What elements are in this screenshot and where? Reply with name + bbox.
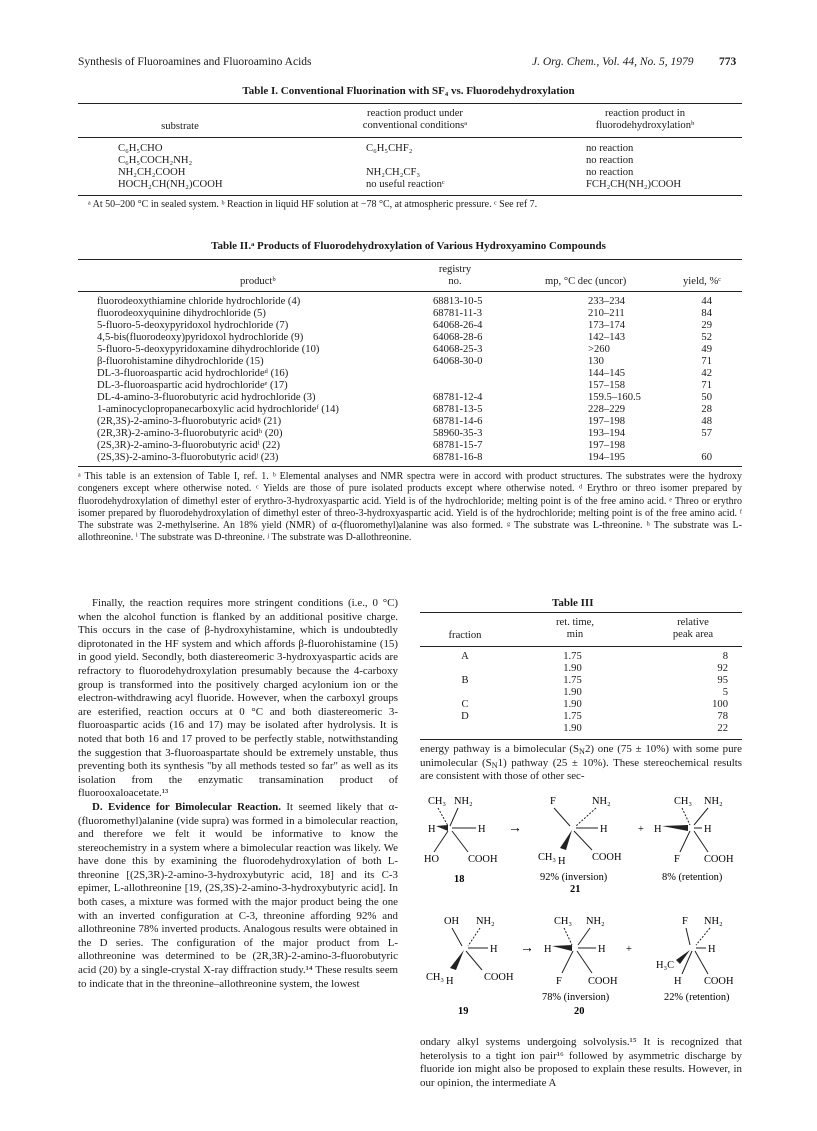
table2-cell-mp: >260 <box>588 344 610 355</box>
table-row <box>420 675 742 687</box>
table-row <box>420 651 742 663</box>
table2-cell-registry: 68781-11-3 <box>433 308 483 319</box>
table1-caption: Table I. Conventional Fluorination with SF₄ vs. Fluorodehydroxylation <box>242 85 575 97</box>
table2-cell-mp: 173–174 <box>588 320 626 331</box>
compound-21-label: 21 <box>570 884 581 895</box>
structure-18 <box>424 796 498 885</box>
table2-body <box>97 296 712 464</box>
s20-nh2: NH₂ <box>586 916 605 927</box>
table2-mid-rule <box>78 291 742 292</box>
left-para-1: Finally, the reaction requires more stringent conditions (i.e., 0 °C) when the alcohol function is flanked by an additional positive charge. This occurs in the case of β-hydroxyhistamine, which is undoubtedly diprotonated in the HF system and which affords β-fluorohistamine (15) in good yield. Secondly, both diastereomeric 3-hydroxyaspartic acids are refractory to fluorodehydroxylation presumably because the 4-carboxy group is transformed into the positively charged acylonium ion or the electron-withdrawing acyl fluoride. However, when the carboxyl groups are esterified, reaction occurs at 0 °C and both diastereomeric 3-fluoroaspartic acids (16 and 17) may be isolated after hydrolysis. It is noted that both 16 and 17 proved to be perfectly stable, notwithstanding the suggestion that 3-fluoroaspartate should be extremely unstable, thus preventing both its synthesis "by all methods tested so far" as well as its isolation from the enzymatic transamination product of fluorooxaloacetate.¹³ <box>78 597 398 800</box>
table1-cell-substrate: NH₂CH₂COOH <box>118 167 186 178</box>
table2-cell-product: 5-fluoro-5-deoxypyridoxol hydrochloride (7) <box>97 320 289 331</box>
table1-top-rule <box>78 103 742 104</box>
table2-cell-registry: 68781-14-6 <box>433 416 483 427</box>
s18-h-left: H <box>428 824 436 835</box>
s20-percent: 78% (inversion) <box>542 992 610 1003</box>
running-header-title: Synthesis of Fluoroamines and Fluoroamino Acids <box>78 56 312 68</box>
table3-cell-ret: 1.75 <box>563 711 582 722</box>
table2-cell-product: DL-3-fluoroaspartic acid hydrochlorideᵉ (17) <box>97 380 288 391</box>
left-para-2-text: It seemed likely that α-(fluoromethyl)alanine (vide supra) was formed in a bimolecular reaction, and therefore we felt it would be informative to know the stereochemistry in a system where a bimolecular reaction was likely. We have done this by examining the fluorodehydroxylation of both L-threonine [(2S,3R)-2-amino-3-hydroxybutyric acid, 18] and its C-3 epimer, L-allothreonine [19, (2S,3S)-2-amino-3-hydroxybutyric acid]. In both cases, a mixture was formed with the major product being the one with an inverted configuration at C-3, threonine affording 92% and allothreonine 78% inverted products. Analogous results were obtained in the D series. The configuration of the major product from L-allothreonine was determined to be (2R,3R)-2-amino-3-fluorobutyric acid (20) by a single-crystal X-ray diffraction study.¹⁴ These results seem to indicate that in the threonine–allothreonine system, the lowest <box>78 800 398 990</box>
table2-cell-mp: 197–198 <box>588 416 626 427</box>
s19-h-lower: H <box>446 976 454 987</box>
table3-cell-area: 95 <box>717 675 728 686</box>
table2-cell-registry: 64068-30-0 <box>433 356 483 367</box>
table3-header-ret: ret. time, min <box>556 617 594 640</box>
table2-footnote: ᵃ This table is an extension of Table I, ref. 1. ᵇ Elemental analyses and NMR spectra were in accord with product structures. The substrates were the hydroxy congeners except where otherwise noted. ᶜ Yields are those of pure isolated products except where otherwise noted. ᵈ Erythro or threo isomer prepared by fluorodehydroxylation of dimethyl ester of erythro-3-hydroxyaspartic acid. Yield is of the hydrochloride; melting point is of the free amino acid. ᵉ Threo or erythro isomer prepared by fluorodehydroxylation of dimethyl ester of threo-3-hydroxyaspartic acid. Yield is of the hydrochloride; melting point is of the free amino acid. ᶠ The substrate was 2-methylserine. An 18% yield (NMR) of α-(fluoromethyl)alanine was also formed. ᵍ The substrate was L-threonine. ʰ The substrate was L-allothreonine. ⁱ The substrate was D-threonine. ʲ The substrate was D-allothreonine. <box>78 471 742 544</box>
table2-cell-product: (2S,3R)-2-amino-3-fluorobutyric acidⁱ (22) <box>97 440 281 451</box>
table2-cell-yield: 57 <box>701 428 712 439</box>
s19-ch3: CH₃ <box>426 972 445 983</box>
s21-percent: 92% (inversion) <box>540 872 608 883</box>
table3-caption: Table III <box>552 597 594 609</box>
table-row <box>420 663 742 675</box>
left-column <box>78 597 398 1117</box>
s21-f: F <box>550 796 556 807</box>
table-row <box>118 143 681 155</box>
table3-cell-ret: 1.90 <box>563 687 582 698</box>
right-para-1: energy pathway is a bimolecular $(S_N2)$ one (75 ± 10%) with some pure unimolecular $(S_N1)$ pathway (25 ± 10%). These stereochemical results are consistent with those of other sec- <box>420 743 743 783</box>
table2-cell-registry: 64068-25-3 <box>433 344 483 355</box>
table3-top-rule <box>420 612 742 613</box>
table3-header-fraction: fraction <box>448 630 482 641</box>
table-row <box>118 155 681 167</box>
table1-header-conventional: reaction product under conventional conditionsᵃ <box>362 108 468 131</box>
table-row <box>97 404 712 416</box>
table-row <box>97 332 712 344</box>
table1-bottom-rule <box>78 195 742 196</box>
table-row <box>97 296 712 308</box>
table2-cell-registry: 58960-35-3 <box>433 428 483 439</box>
table1-cell-conventional: NH₂CH₂CF₃ <box>366 167 421 178</box>
table3-cell-area: 5 <box>722 687 728 698</box>
table2-cell-product: DL-4-amino-3-fluorobutyric acid hydrochloride (3) <box>97 392 316 403</box>
s21r-h-right: H <box>704 824 712 835</box>
table3-cell-fraction <box>420 663 510 675</box>
table2-cell-yield: 48 <box>701 416 712 427</box>
s18-nh2: NH₂ <box>454 796 473 807</box>
table-row <box>97 440 712 452</box>
s19-h-right: H <box>490 944 498 955</box>
table2-header-mp: mp, °C dec (uncor) <box>545 276 627 287</box>
table2-cell-mp: 194–195 <box>588 452 626 463</box>
table2-header-registry: registry no. <box>438 264 472 287</box>
table3-cell-area: 92 <box>717 663 728 674</box>
s21r-f: F <box>674 854 680 865</box>
table1-cell-substrate: C₆H₅CHO <box>118 143 163 154</box>
table-row <box>97 380 712 392</box>
table3-cell-fraction: C <box>461 699 469 710</box>
s21r-nh2: NH₂ <box>704 796 723 807</box>
table3-cell-fraction: D <box>461 711 469 722</box>
table3-body <box>420 651 742 735</box>
table2-cell-mp: 157–158 <box>588 380 626 391</box>
compound-19-label: 19 <box>458 1006 469 1017</box>
s18-cooh: COOH <box>468 854 498 865</box>
table3-cell-ret: 1.75 <box>563 675 582 686</box>
s20-cooh: COOH <box>588 976 618 987</box>
table2-cell-yield: 84 <box>701 308 712 319</box>
table1-cell-fluoro: no reaction <box>586 155 634 166</box>
table1-header-substrate: substrate <box>161 121 199 132</box>
structure-20-retention <box>656 916 734 1003</box>
table-row <box>97 392 712 404</box>
section-d-heading: D. Evidence for Bimolecular Reaction. <box>92 800 281 813</box>
table2-cell-product: (2R,3R)-2-amino-3-fluorobutyric acidʰ (20) <box>97 428 283 439</box>
table2-top-rule <box>78 259 742 260</box>
table2-cell-mp: 228–229 <box>588 404 626 415</box>
s20r-cooh: COOH <box>704 976 734 987</box>
table2-cell-yield <box>680 440 712 452</box>
table2-cell-product: fluorodeoxyquinine dihydrochloride (5) <box>97 308 266 319</box>
table1-body <box>118 143 681 191</box>
table-row <box>420 699 742 711</box>
s20r-percent: 22% (retention) <box>664 992 730 1003</box>
arrow-1: → <box>508 821 522 836</box>
table3-bottom-rule <box>420 739 742 740</box>
table-row <box>420 723 742 735</box>
table1-cell-conventional <box>366 155 586 167</box>
table3-cell-fraction: B <box>461 675 469 686</box>
table-row <box>97 428 712 440</box>
running-header-journal: J. Org. Chem., Vol. 44, No. 5, 1979 <box>532 56 694 68</box>
table-row <box>97 452 712 464</box>
table2-cell-product: fluorodeoxythiamine chloride hydrochloride (4) <box>97 296 301 307</box>
s21r-cooh: COOH <box>704 854 734 865</box>
table2-cell-yield: 29 <box>701 320 712 331</box>
table1-cell-conventional: C₆H₅CHF₂ <box>366 143 413 154</box>
table1-cell-substrate: C₆H₅COCH₂NH₂ <box>118 155 193 166</box>
s20r-f: F <box>682 916 688 927</box>
table3-cell-fraction <box>420 687 510 699</box>
table-row <box>420 711 742 723</box>
table-row <box>97 320 712 332</box>
table2-cell-product: 1-aminocyclopropanecarboxylic acid hydrochlorideᶠ (14) <box>97 404 339 415</box>
table2-cell-mp: 197–198 <box>588 440 626 451</box>
compound-20-label: 20 <box>574 1006 585 1017</box>
table2-cell-mp: 193–194 <box>588 428 626 439</box>
table1-cell-fluoro: FCH₂CH(NH₂)COOH <box>586 179 682 190</box>
s21-ch3: CH₃ <box>538 852 557 863</box>
table2-cell-yield: 50 <box>701 392 712 403</box>
table2-bottom-rule <box>78 466 742 467</box>
plus-2: + <box>626 944 632 955</box>
table2-cell-yield: 71 <box>701 380 712 391</box>
table2-cell-product: (2R,3S)-2-amino-3-fluorobutyric acidᵍ (21) <box>97 416 282 427</box>
table2-cell-yield: 60 <box>701 452 712 463</box>
table1-cell-conventional: no useful reactionᶜ <box>366 179 445 190</box>
structure-19 <box>426 916 514 1017</box>
table2-cell-registry <box>433 380 588 392</box>
table3-cell-ret: 1.90 <box>563 663 582 674</box>
structure-21-retention <box>654 796 734 883</box>
table3-mid-rule <box>420 646 742 647</box>
table1-mid-rule <box>78 137 742 138</box>
table1-cell-fluoro: no reaction <box>586 143 634 154</box>
table2-cell-yield: 52 <box>701 332 712 343</box>
s18-ho: HO <box>424 854 440 865</box>
s20r-h3c: H₃C <box>656 960 675 971</box>
table2-cell-mp: 159.5–160.5 <box>588 392 641 403</box>
s21-h-right: H <box>600 824 608 835</box>
table2-cell-mp: 142–143 <box>588 332 626 343</box>
table2-cell-product: 5-fluoro-5-deoxypyridoxamine dihydrochloride (10) <box>97 344 320 355</box>
left-para-2 <box>78 801 398 991</box>
table-row <box>97 344 712 356</box>
table2-cell-yield: 42 <box>701 368 712 379</box>
table-row <box>97 416 712 428</box>
right-para-2: ondary alkyl systems undergoing solvolysis.¹⁵ It is recognized that heterolysis to a tight ion pair¹⁶ followed by asymmetric discharge by fluoride ion might also be proposed to explain these results. However, in our opinion, the intermediate A <box>420 1036 742 1089</box>
table3-cell-area: 8 <box>722 651 728 662</box>
table2-cell-yield: 49 <box>701 344 712 355</box>
table3-cell-fraction <box>420 723 510 735</box>
s19-nh2: NH₂ <box>476 916 495 927</box>
s19-cooh: COOH <box>484 972 514 983</box>
table2-cell-registry: 68781-12-4 <box>433 392 483 403</box>
structure-20 <box>542 916 618 1017</box>
s18-ch3: CH₃ <box>428 796 447 807</box>
s21r-ch3: CH₃ <box>674 796 693 807</box>
s21-h-lower: H <box>558 856 566 867</box>
table2-cell-product: DL-3-fluoroaspartic acid hydrochlorideᵈ (16) <box>97 368 289 379</box>
table3-cell-area: 100 <box>712 699 728 710</box>
table2-cell-product: 4,5-bis(fluorodeoxy)pyridoxol hydrochloride (9) <box>97 332 304 343</box>
table2-cell-mp: 210–211 <box>588 308 625 319</box>
table2-header-yield: yield, %ᶜ <box>683 276 722 287</box>
s21r-h-left: H <box>654 824 662 835</box>
s19-oh: OH <box>444 916 460 927</box>
table-row <box>97 356 712 368</box>
table2-header-product: productᵇ <box>240 276 276 287</box>
table3-cell-ret: 1.90 <box>563 699 582 710</box>
table3-cell-area: 22 <box>717 723 728 734</box>
table2-cell-product: β-fluorohistamine dihydrochloride (15) <box>97 356 264 367</box>
table2-caption: Table II.ᵃ Products of Fluorodehydroxylation of Various Hydroxyamino Compounds <box>211 240 606 252</box>
table-row <box>118 167 681 179</box>
table-row <box>420 687 742 699</box>
table1-footnote: ᵃ At 50–200 °C in sealed system. ᵇ Reaction in liquid HF solution at −78 °C, at atmospheric pressure. ᶜ See ref 7. <box>88 199 538 210</box>
s20-h-right: H <box>598 944 606 955</box>
table2-cell-registry <box>433 368 588 380</box>
page-number: 773 <box>719 56 737 68</box>
table2-cell-registry: 68813-10-5 <box>433 296 483 307</box>
s20r-nh2: NH₂ <box>704 916 723 927</box>
table2-cell-mp: 130 <box>588 356 604 367</box>
table2-cell-registry: 64068-28-6 <box>433 332 483 343</box>
s20-ch3: CH₃ <box>554 916 573 927</box>
table3-header-area: relative peak area <box>672 617 714 640</box>
table-row <box>118 179 681 191</box>
stereochemistry-scheme <box>420 788 742 1030</box>
s21-cooh: COOH <box>592 852 622 863</box>
s18-h-right: H <box>478 824 486 835</box>
table2-cell-registry: 68781-16-8 <box>433 452 483 463</box>
s20r-h-right: H <box>708 944 716 955</box>
table2-cell-yield: 44 <box>701 296 712 307</box>
table1-cell-fluoro: no reaction <box>586 167 634 178</box>
table1-cell-substrate: HOCH₂CH(NH₂)COOH <box>118 179 223 190</box>
table-row <box>97 308 712 320</box>
s20r-h-lower: H <box>674 976 682 987</box>
s21r-percent: 8% (retention) <box>662 872 723 883</box>
table-row <box>97 368 712 380</box>
s20-f: F <box>556 976 562 987</box>
table2-cell-mp: 233–234 <box>588 296 626 307</box>
plus-1: + <box>638 824 644 835</box>
table2-cell-registry: 64068-26-4 <box>433 320 483 331</box>
table2-cell-mp: 144–145 <box>588 368 626 379</box>
table2-cell-registry: 68781-13-5 <box>433 404 483 415</box>
compound-18-label: 18 <box>454 874 465 885</box>
structure-21 <box>538 796 622 895</box>
table2-cell-yield: 28 <box>701 404 712 415</box>
table3-cell-fraction: A <box>461 651 469 662</box>
s20-h-left: H <box>544 944 552 955</box>
s21-nh2: NH₂ <box>592 796 611 807</box>
table2-cell-registry: 68781-15-7 <box>433 440 483 451</box>
arrow-2: → <box>520 941 534 956</box>
table1-header-fluoro: reaction product in fluorodehydroxylationᵇ <box>595 108 695 131</box>
table3-cell-ret: 1.90 <box>563 723 582 734</box>
table3-cell-ret: 1.75 <box>563 651 582 662</box>
table3-cell-area: 78 <box>717 711 728 722</box>
table2-cell-yield: 71 <box>701 356 712 367</box>
table2-cell-product: (2S,3S)-2-amino-3-fluorobutyric acidʲ (23) <box>97 452 279 463</box>
